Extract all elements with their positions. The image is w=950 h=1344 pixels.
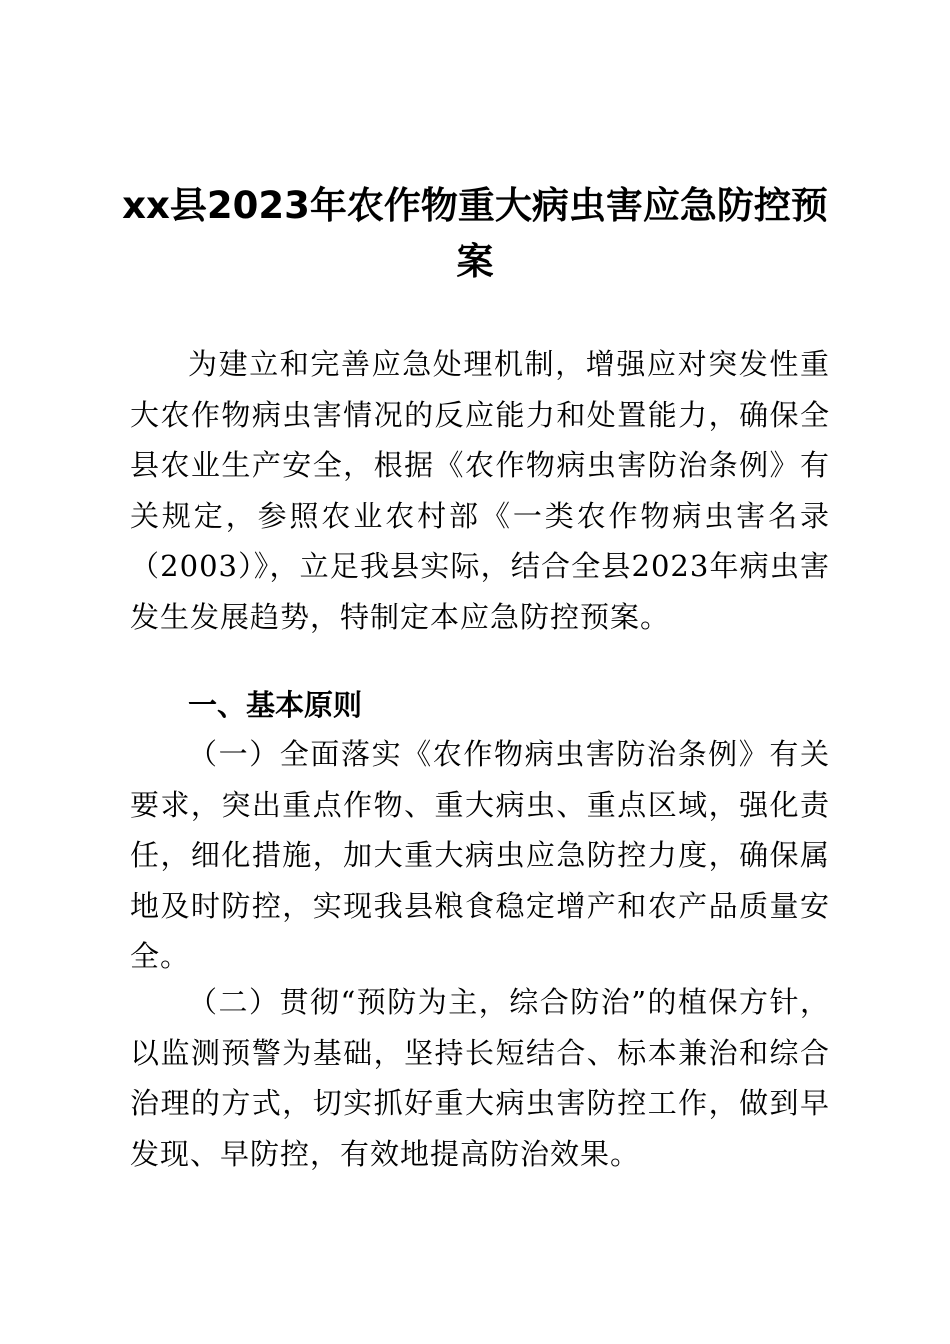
document-title: xx县2023年农作物重大病虫害应急防控预案: [122, 184, 828, 283]
principle-paragraph-1: （一）全面落实《农作物病虫害防治条例》有关要求，突出重点作物、重大病虫、重点区域，强化责任，细化措施，加大重大病虫应急防控力度，确保属地及时防控，实现我县粮食稳定增产和农产品质量安全。: [130, 737, 830, 973]
intro-paragraph: 为建立和完善应急处理机制，增强应对突发性重大农作物病虫害情况的反应能力和处置能力，确保全县农业生产安全，根据《农作物病虫害防治条例》有关规定，参照农业农村部《一类农作物病虫害名录（2003）》，立足我县实际，结合全县2023年病虫害发生发展趋势，特制定本应急防控预案。: [130, 347, 830, 634]
section-heading-basic-principles: 一、基本原则: [188, 688, 363, 722]
principle-paragraph-2: （二）贯彻“预防为主，综合防治”的植保方针，以监测预警为基础，坚持长短结合、标本兼治和综合治理的方式，切实抓好重大病虫害防控工作，做到早发现、早防控，有效地提高防治效果。: [130, 985, 830, 1171]
